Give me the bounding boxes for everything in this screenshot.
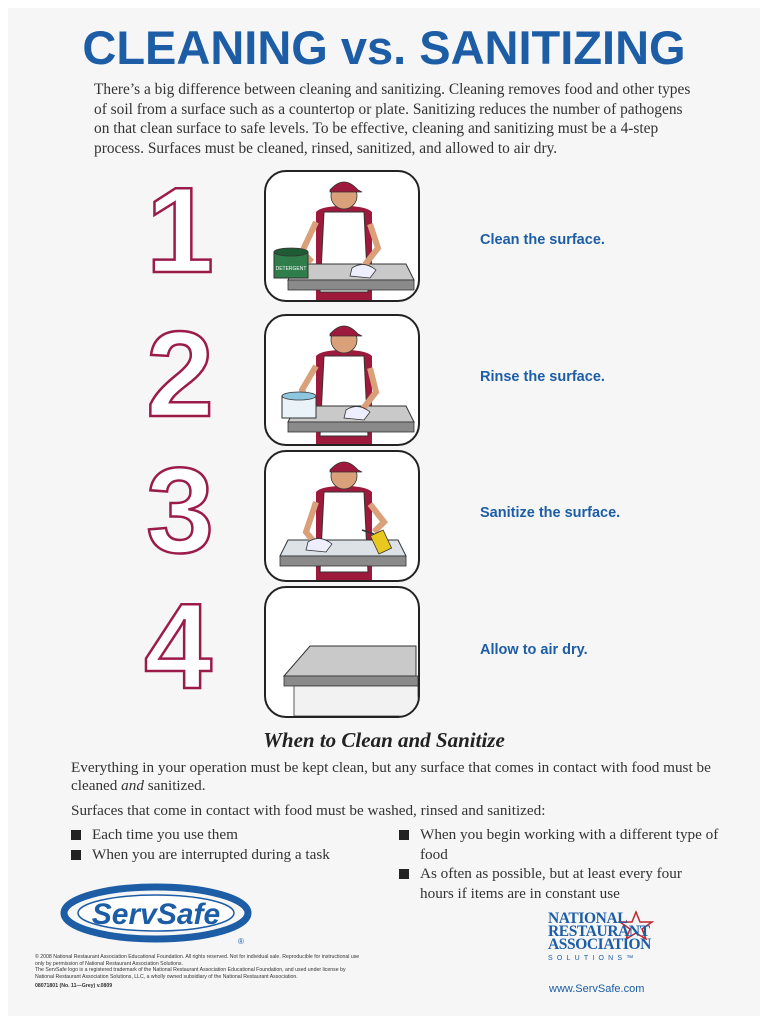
section-paragraph-2: Surfaces that come in contact with food must be washed, rinsed and sanitized:: [71, 802, 546, 819]
section-title: When to Clean and Sanitize: [263, 728, 505, 752]
svg-text:2: 2: [146, 322, 214, 422]
list-item: When you are interrupted during a task: [71, 845, 391, 865]
intro-paragraph: There’s a big difference between cleaning and sanitizing. Cleaning removes food and other types of soil from a surface such as a countertop or plate. Sanitizing reduces the number of pathogens on that clean surface to safe levels. To be effective, cleaning and sanitizing must be a 4-step process. Surfaces must be cleaned, rinsed, sanitized, and allowed to air dry.: [94, 81, 691, 157]
list-item: Each time you use them: [71, 825, 391, 845]
step-3-label: Sanitize the surface.: [480, 505, 621, 521]
website-link[interactable]: www.ServSafe.com: [549, 983, 645, 995]
step-4-label: Allow to air dry.: [480, 642, 588, 658]
step-2-illustration: [264, 314, 420, 446]
right-bullet-list: [399, 825, 719, 903]
section-paragraph-1: Everything in your operation must be kept clean, but any surface that comes in contact with food must be cleaned and sanitized.: [71, 759, 711, 794]
step-number-1: [130, 178, 230, 278]
left-bullet-list: [71, 825, 391, 864]
svg-text:4: 4: [144, 596, 212, 696]
step-number-4: [126, 596, 230, 696]
step-1-label: Clean the surface.: [480, 232, 605, 248]
nra-solutions-logo: NATIONAL RESTAURANT ASSOCIATION SOLUTIONS™: [548, 910, 651, 962]
svg-text:DETERGENT: DETERGENT: [275, 266, 307, 272]
list-item: As often as possible, but at least every four hours if items are in constant use: [399, 864, 719, 903]
servsafe-logo: [58, 880, 254, 948]
svg-text:3: 3: [146, 458, 214, 558]
step-number-2: [130, 322, 230, 422]
fine-print: © 2008 National Restaurant Association Educational Foundation. All rights reserved. Not for individual sale. Reproducible for instructional use only by permission of National Restaurant Association Solutions. The ServSafe logo is a registered trademark of the National Restaurant Association Educational Foundation, and used under license by National Restaurant Association Solutions, LLC, a wholly owned subsidiary of the National Restaurant Association. 08071801 (No. 11—Grey) v.0809: [35, 954, 360, 990]
step-2-label: Rinse the surface.: [480, 369, 605, 385]
page-title: CLEANING vs. SANITIZING: [82, 21, 686, 74]
step-4-illustration: [264, 586, 420, 718]
list-item: When you begin working with a different type of food: [399, 825, 719, 864]
svg-text:®: ®: [238, 937, 244, 946]
step-number-3: [130, 458, 230, 558]
step-1-illustration: [264, 170, 420, 302]
step-3-illustration: [264, 450, 420, 582]
svg-text:ServSafe: ServSafe: [91, 898, 221, 931]
svg-text:1: 1: [146, 178, 214, 278]
